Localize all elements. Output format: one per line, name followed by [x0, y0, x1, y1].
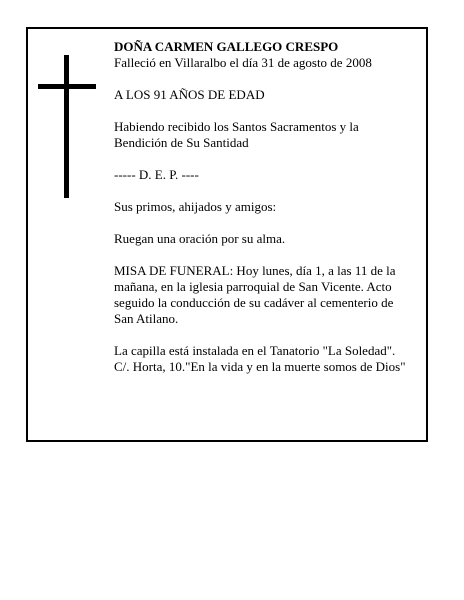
funeral-line: mañana, en la iglesia parroquial de San Vicente. Acto: [114, 279, 392, 294]
funeral-line: seguido la conducción de su cadáver al cementerio de: [114, 295, 394, 310]
sacraments-line: Bendición de Su Santidad: [114, 135, 249, 150]
chapel-line: La capilla está instalada en el Tanatorio "La Soledad".: [114, 343, 396, 358]
cross-icon-arm: [38, 84, 96, 89]
rip-line: ----- D. E. P. ----: [114, 167, 199, 182]
deceased-name: DOÑA CARMEN GALLEGO CRESPO: [114, 39, 339, 54]
cross-icon: [64, 55, 69, 198]
funeral-line: San Atilano.: [114, 311, 179, 326]
chapel-line: C/. Horta, 10."En la vida y en la muerte somos de Dios": [114, 359, 406, 374]
prayer-request: Ruegan una oración por su alma.: [114, 231, 286, 246]
death-line: Falleció en Villaralbo el día 31 de agosto de 2008: [114, 55, 372, 70]
obituary-text: [114, 39, 424, 375]
age-line: A LOS 91 AÑOS DE EDAD: [114, 87, 265, 102]
sacraments-line: Habiendo recibido los Santos Sacramentos y la: [114, 119, 359, 134]
funeral-line: MISA DE FUNERAL: Hoy lunes, día 1, a las 11 de la: [114, 263, 396, 278]
family-line: Sus primos, ahijados y amigos:: [114, 199, 277, 214]
